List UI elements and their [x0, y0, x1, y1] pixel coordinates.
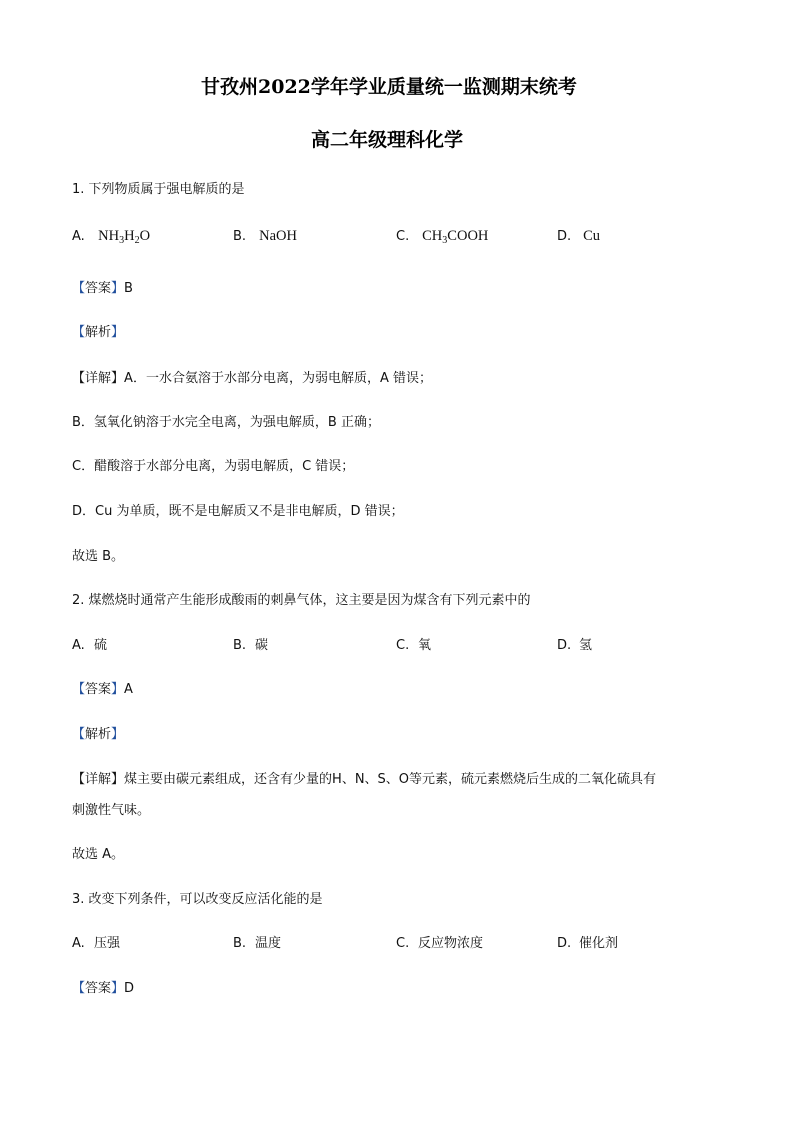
q3-option-a: A. 压强	[72, 936, 121, 951]
q1-option-a	[72, 228, 150, 245]
q1-detail-c: C．醋酸溶于水部分电离，为弱电解质，C 错误；	[72, 459, 355, 474]
q2-option-b: B. 碳	[233, 638, 269, 653]
question-2-stem: 2. 煤燃烧时通常产生能形成酸雨的刺鼻气体，这主要是因为煤含有下列元素中的	[72, 593, 531, 608]
q3-answer: 【答案】D	[72, 981, 135, 996]
formula-ch3cooh: $CH_3COOH$	[422, 228, 489, 246]
q1-detail-b: B．氢氧化钠溶于水完全电离，为强电解质，B 正确；	[72, 415, 380, 430]
question-1-stem: 1. 下列物质属于强电解质的是	[72, 182, 245, 197]
option-letter: B.	[233, 229, 247, 244]
option-letter: C.	[396, 229, 410, 244]
q2-detail-line1: 【详解】煤主要由碳元素组成，还含有少量的H、N、S、O等元素，硫元素燃烧后生成的二氧化硫具有	[72, 772, 657, 787]
formula-nh3h2o: $NH_3H_2O$	[98, 228, 151, 246]
q1-option-c	[396, 228, 488, 245]
q1-conclusion: 故选 B。	[72, 549, 125, 564]
q2-answer: 【答案】A	[72, 682, 133, 697]
q1-option-b	[233, 228, 297, 245]
page-subtitle: 高二年级理科化学	[311, 129, 464, 151]
q2-analysis-label: 【解析】	[72, 727, 125, 742]
q1-detail-a: 【详解】A．一水合氨溶于水部分电离，为弱电解质，A 错误；	[72, 371, 432, 386]
page-title: 甘孜州2022学年学业质量统一监测期末统考	[201, 76, 577, 98]
q1-analysis-label: 【解析】	[72, 325, 125, 340]
formula-naoh: NaOH	[259, 228, 297, 244]
q3-option-c: C. 反应物浓度	[396, 936, 484, 951]
option-letter: A.	[72, 229, 85, 244]
q1-detail-d: D．Cu 为单质，既不是电解质又不是非电解质，D 错误；	[72, 504, 404, 519]
question-3-stem: 3. 改变下列条件，可以改变反应活化能的是	[72, 892, 323, 907]
q2-detail-line2: 刺激性气味。	[72, 803, 151, 818]
option-letter: D.	[557, 229, 572, 244]
formula-cu: Cu	[583, 228, 601, 244]
q3-option-d: D. 催化剂	[557, 936, 619, 951]
q3-option-b: B. 温度	[233, 936, 282, 951]
q1-answer: 【答案】B	[72, 281, 133, 296]
q1-option-d	[557, 228, 600, 245]
q2-option-a: A. 硫	[72, 638, 108, 653]
q2-conclusion: 故选 A。	[72, 847, 125, 862]
q2-option-c: C. 氧	[396, 638, 432, 653]
q2-option-d: D. 氢	[557, 638, 593, 653]
